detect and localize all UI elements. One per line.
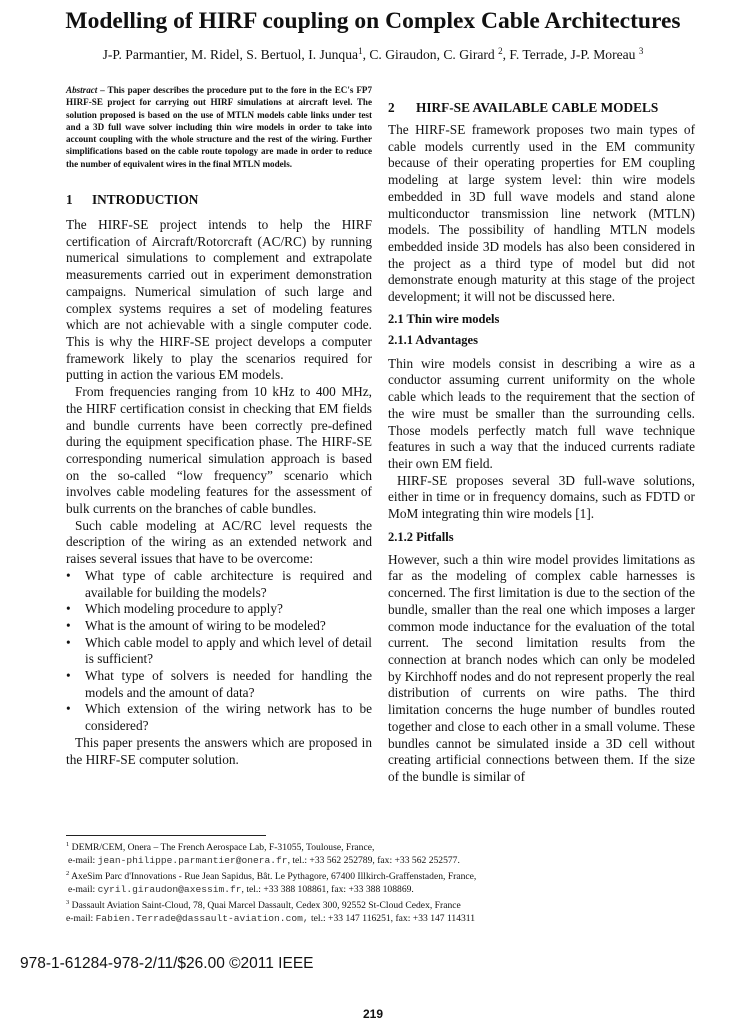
- bullet-icon: •: [66, 634, 71, 650]
- email-address: cyril.giraudon@axessim.fr: [97, 883, 242, 895]
- list-item-text: What type of solvers is needed for handling the models and the amount of data?: [85, 668, 372, 700]
- footnote-3-affiliation: [66, 900, 706, 913]
- list-item: [66, 601, 372, 618]
- section-title: HIRF-SE AVAILABLE CABLE MODELS: [416, 100, 659, 115]
- intro-paragraph-3: Such cable modeling at AC/RC level requests the description of the wiring as an extended network and raises several issues that have to be overcome:: [66, 517, 372, 567]
- paper-title: Modelling of HIRF coupling on Complex Cable Architectures: [65, 8, 681, 34]
- models-paragraph-1: The HIRF-SE framework proposes two main types of cable models currently used in the EM community because of their operating properties for EM coupling modeling at large system level: thin wire models embedded in 3D full wave models and stand alone multiconductor transmission line network (MTLN) models. The possibility of handling MTLN models embedded inside 3D models has also been considered in the project as a third type of model but did not demonstrate enough maturity at this stage of the project development; it will not be discussed here.: [388, 122, 695, 305]
- authors-group-1: J-P. Parmantier, M. Ridel, S. Bertuol, I. Junqua: [102, 47, 359, 62]
- section-title: INTRODUCTION: [92, 192, 199, 208]
- bullet-icon: •: [66, 617, 71, 633]
- author-list: [0, 46, 746, 64]
- bullet-icon: •: [66, 668, 71, 684]
- list-item-text: Which extension of the wiring network has to be considered?: [85, 701, 372, 734]
- footnote-3-contact: [66, 913, 706, 926]
- right-column: [388, 80, 695, 786]
- section-number: 2: [388, 100, 395, 115]
- intro-paragraph-2: From frequencies ranging from 10 kHz to 400 MHz, the HIRF certification consist in checking that EM fields and bundle currents have been correctly pre-defined during the equipment specification phase. The HIRF-SE corresponding numerical simulation approach is based on the so-called “low frequency” scenario which involves cable modeling features for the assessment of bulk currents on the branches of cable bundles.: [66, 384, 372, 517]
- list-item: [66, 635, 372, 668]
- list-item-text: What type of cable architecture is required and available for building the models?: [85, 567, 372, 600]
- section-heading-cable-models: [388, 100, 695, 116]
- authors-group-2: , C. Giraudon, C. Girard: [362, 47, 499, 62]
- footnote-mark: 3: [66, 899, 70, 907]
- authors-group-3: , F. Terrade, J-P. Moreau: [502, 47, 639, 62]
- footnotes: [66, 842, 706, 926]
- affiliation-text: Dassault Aviation Saint-Cloud, 78, Quai Marcel Dassault, Cedex 300, 92552 St-Cloud Cedex, France: [71, 900, 461, 912]
- bullet-icon: •: [66, 701, 71, 717]
- pitfalls-paragraph: However, such a thin wire model provides limitations as far as the modeling of complex cable harnesses is concerned. The first limitation is due to the section of the bundle, smaller than the real one which imposes a larger common mode inductance for the evaluation of the total current. The second limitation results from the connection at branch nodes which can only be modeled by Kirchhoff nodes and do not represent properly the real distribution of currents on wire paths. The third limitation concerns the huge number of bundles routed together and close to each other in a small volume. These bundles cannot be simulated inside a 3D cell without creating artificial connections between them. If the size of the bundle is similar of: [388, 551, 695, 784]
- intro-paragraph-4: This paper presents the answers which are proposed in the HIRF-SE computer solution.: [66, 734, 372, 767]
- footnote-divider: [66, 835, 266, 836]
- subsubsection-heading-advantages: 2.1.1 Advantages: [388, 332, 478, 347]
- email-label: e-mail:: [68, 854, 98, 866]
- page-number: 219: [362, 1007, 384, 1021]
- email-label: e-mail:: [68, 883, 98, 895]
- email-address: jean-philippe.parmantier@onera.fr: [97, 854, 288, 866]
- subsubsection-heading-pitfalls: 2.1.2 Pitfalls: [388, 529, 454, 544]
- bullet-icon: •: [66, 601, 71, 617]
- advantages-paragraph-2: HIRF-SE proposes several 3D full-wave solutions, either in time or in frequency domains, such as FDTD or MoM integrating thin wire models [1].: [388, 472, 695, 522]
- abstract-label: Abstract –: [66, 85, 105, 95]
- contact-numbers: tel.: +33 147 116251, fax: +33 147 114311: [308, 912, 476, 924]
- affiliation-mark-3: 3: [638, 46, 644, 56]
- contact-numbers: , tel.: +33 562 252789, fax: +33 562 252577.: [287, 854, 460, 866]
- abstract-text: This paper describes the procedure put to the fore in the EC's FP7 HIRF-SE project for carrying out HIRF simulations at aircraft level. The solution proposed is based on the use of MTLN models cable links under test and a 3D full wave solver including thin wire models in order to take into account coupling with the whole structure and the rest of the wiring. Further simplifications based on the cable route topology are made in order to reduce the number of equivalent wires in the final MTLN models.: [66, 85, 372, 169]
- list-item: [66, 568, 372, 601]
- abstract: [66, 84, 372, 170]
- footnote-mark: 2: [66, 870, 70, 878]
- list-item: [66, 618, 372, 635]
- email-address: Fabien.Terrade@dassault-aviation.com,: [95, 912, 309, 924]
- affiliation-mark-1: 1: [358, 46, 363, 56]
- footnote-2-contact: [66, 884, 706, 897]
- footnote-mark: 1: [66, 841, 70, 848]
- section-number: 1: [66, 192, 73, 208]
- email-label: e-mail:: [66, 912, 96, 924]
- list-item-text: Which cable model to apply and which level of detail is sufficient?: [85, 634, 372, 667]
- left-column: [66, 80, 372, 768]
- section-heading-introduction: [66, 192, 372, 208]
- advantages-paragraph-1: Thin wire models consist in describing a wire as a conductor assuming current uniformity on the whole cable which leads to the requirement that the section of the wire must be smaller than the surrounding cells. Those models perfectly match full wave technique features in such a way that the induced currents radiate their own EM field.: [388, 355, 695, 471]
- subsection-heading-thin-wire: 2.1 Thin wire models: [388, 311, 500, 326]
- affiliation-text: AxeSim Parc d'Innovations - Rue Jean Sapidus, Bât. Le Pythagore, 67400 Illkirch-Graffenstaden, France,: [71, 871, 477, 883]
- copyright-notice: 978-1-61284-978-2/11/$26.00 ©2011 IEEE: [20, 955, 314, 972]
- list-item-text: Which modeling procedure to apply?: [85, 601, 283, 617]
- list-item: [66, 668, 372, 701]
- affiliation-text: DEMR/CEM, Onera – The French Aerospace Lab, F-31055, Toulouse, France,: [71, 842, 375, 853]
- footnote-2-affiliation: [66, 871, 706, 884]
- list-item: [66, 701, 372, 734]
- list-item-text: What is the amount of wiring to be modeled?: [85, 617, 326, 633]
- issues-list: [66, 568, 372, 735]
- affiliation-mark-2: 2: [498, 46, 503, 56]
- footnote-1-affiliation: [66, 842, 706, 855]
- footnote-1-contact: [66, 855, 706, 868]
- contact-numbers: , tel.: +33 388 108861, fax: +33 388 108869.: [241, 883, 414, 895]
- intro-paragraph-1: The HIRF-SE project intends to help the HIRF certification of Aircraft/Rotorcraft (AC/RC) by running numerical simulations to complement and extrapolate measurements carried out in experiment demonstration campaigns. Numerical simulation of such large and complex systems requires a set of modeling features which are not achievable with a single computer code. This is why the HIRF-SE project develops a computer framework likely to play the scenarios required for putting in action the various EM models.: [66, 217, 372, 383]
- bullet-icon: •: [66, 567, 71, 583]
